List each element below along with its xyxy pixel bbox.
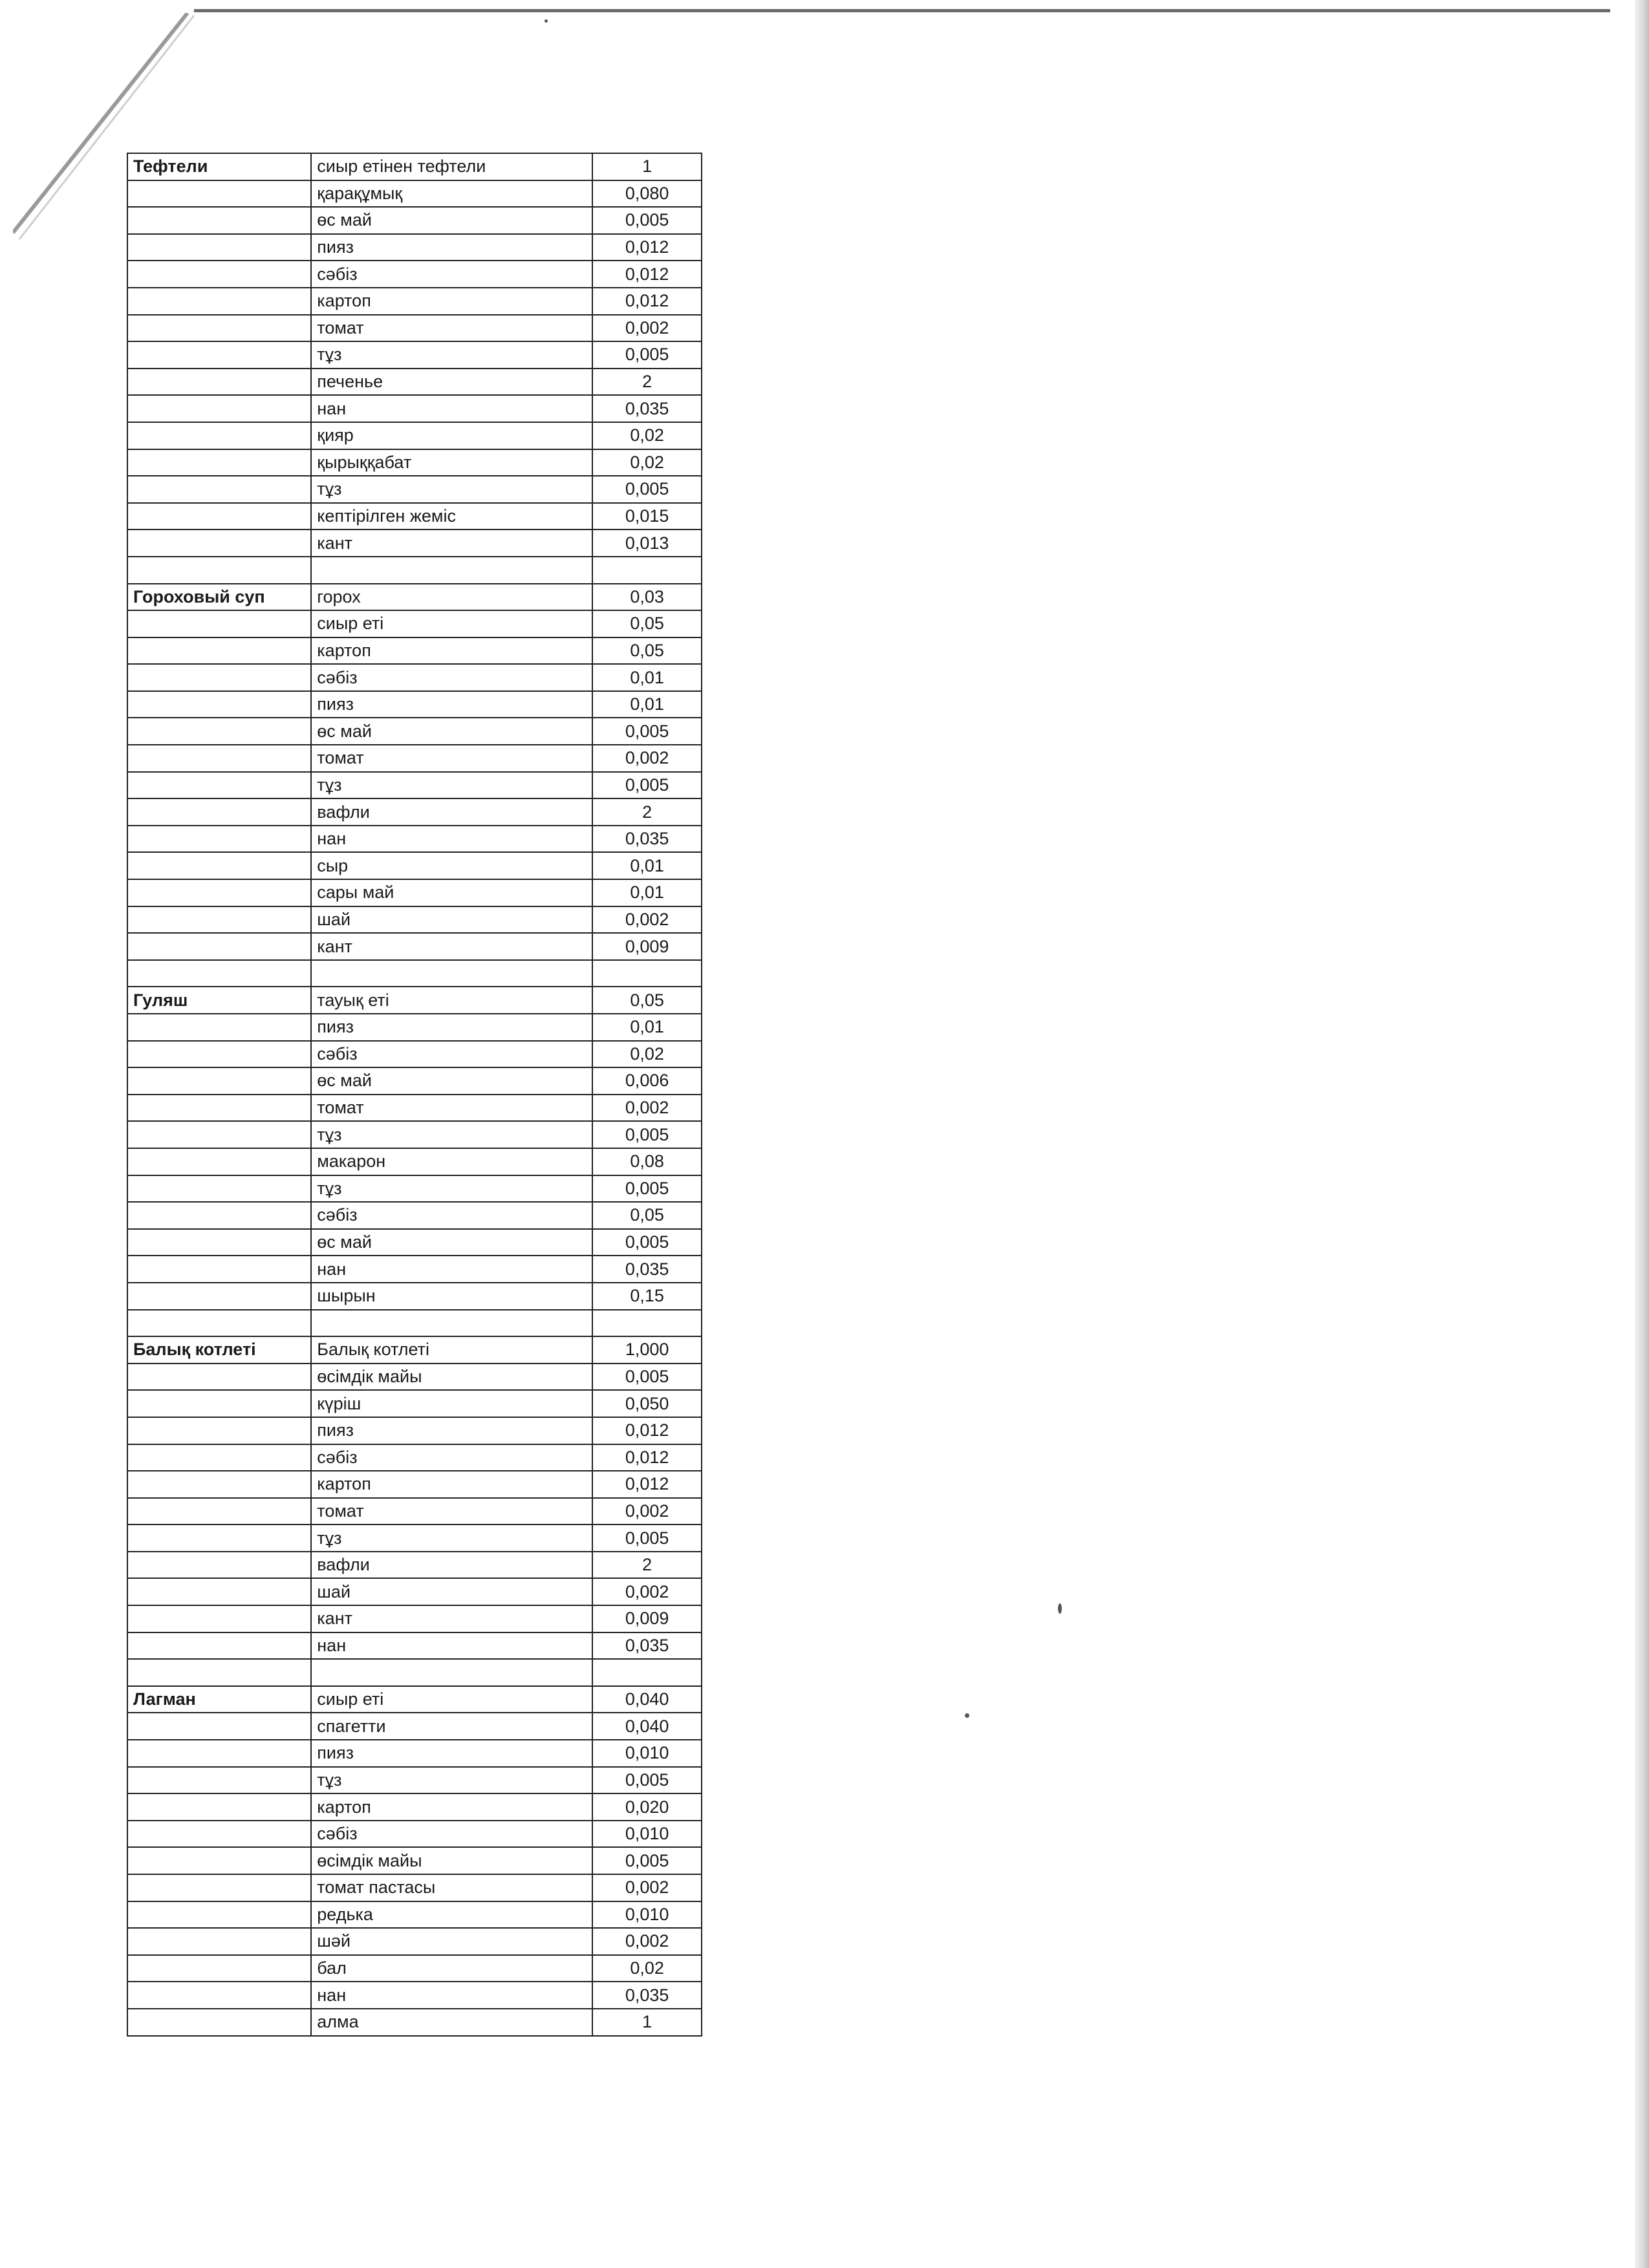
ingredient-name: алма <box>311 2009 592 2036</box>
table-row <box>127 664 702 691</box>
table-row <box>127 261 702 288</box>
table-row <box>127 1498 702 1525</box>
ingredient-quantity: 0,010 <box>592 1901 702 1929</box>
ingredient-name: томат <box>311 315 592 342</box>
ingredient-quantity: 0,035 <box>592 1982 702 2009</box>
ingredient-quantity: 0,035 <box>592 395 702 422</box>
dish-cell-empty <box>127 664 311 691</box>
dish-cell-empty <box>127 180 311 208</box>
dish-cell-empty <box>127 1202 311 1229</box>
dish-cell-empty <box>127 852 311 879</box>
table-row <box>127 879 702 906</box>
ingredient-quantity: 0,01 <box>592 879 702 906</box>
table-row <box>127 1229 702 1256</box>
ingredient-name: тауық еті <box>311 987 592 1014</box>
dish-cell-empty <box>127 691 311 718</box>
table-row <box>127 1175 702 1203</box>
ingredient-name: сиыр еті <box>311 610 592 637</box>
dish-cell-empty <box>127 1713 311 1740</box>
ingredient-name: пияз <box>311 1014 592 1041</box>
ingredient-quantity: 0,012 <box>592 234 702 261</box>
ingredient-quantity: 0,050 <box>592 1390 702 1417</box>
table-row <box>127 1821 702 1848</box>
spacer-row <box>127 1659 702 1686</box>
dish-cell-empty <box>127 1552 311 1579</box>
ingredient-name: сәбіз <box>311 1041 592 1068</box>
ingredient-name: қияр <box>311 422 592 449</box>
table-row <box>127 1364 702 1391</box>
ingredient-name: редька <box>311 1901 592 1929</box>
ingredient-name: өс май <box>311 207 592 234</box>
ingredient-quantity: 0,08 <box>592 1148 702 1175</box>
ingredient-name: томат <box>311 1095 592 1122</box>
dish-cell-empty <box>127 422 311 449</box>
ingredient-name: Балық котлеті <box>311 1336 592 1364</box>
scan-speck <box>1058 1603 1062 1614</box>
dish-cell-empty <box>127 288 311 315</box>
table-row <box>127 933 702 960</box>
dish-cell-empty <box>127 1605 311 1632</box>
ingredient-quantity: 0,002 <box>592 1874 702 1901</box>
table-row <box>127 1793 702 1821</box>
ingredient-quantity: 0,02 <box>592 1955 702 1982</box>
empty-cell <box>127 1310 311 1337</box>
table-row <box>127 1336 702 1364</box>
ingredient-name: спагетти <box>311 1713 592 1740</box>
ingredient-name: картоп <box>311 1471 592 1498</box>
dish-cell-empty <box>127 1283 311 1310</box>
ingredient-quantity: 0,01 <box>592 664 702 691</box>
ingredient-quantity: 2 <box>592 369 702 396</box>
dish-cell-empty <box>127 503 311 530</box>
spacer-row <box>127 960 702 987</box>
table-row <box>127 234 702 261</box>
ingredient-name: қырыққабат <box>311 449 592 476</box>
menu-table <box>127 153 702 2037</box>
scan-speck <box>965 1713 969 1718</box>
empty-cell <box>127 960 311 987</box>
ingredient-name: сиыр етінен тефтели <box>311 153 592 180</box>
ingredient-quantity: 0,002 <box>592 1578 702 1605</box>
dish-cell-empty <box>127 1740 311 1767</box>
table-row <box>127 1552 702 1579</box>
dish-name: Гороховый суп <box>127 584 311 611</box>
ingredient-quantity: 0,005 <box>592 1364 702 1391</box>
table-row <box>127 1390 702 1417</box>
table-row <box>127 745 702 772</box>
dish-name: Балық котлеті <box>127 1336 311 1364</box>
dish-cell-empty <box>127 1793 311 1821</box>
table-row <box>127 153 702 180</box>
dish-cell-empty <box>127 1390 311 1417</box>
menu-table-body <box>127 153 702 2036</box>
ingredient-name: печенье <box>311 369 592 396</box>
ingredient-quantity: 0,080 <box>592 180 702 208</box>
ingredient-quantity: 0,005 <box>592 1767 702 1794</box>
ingredient-name: сәбіз <box>311 1202 592 1229</box>
ingredient-quantity: 1 <box>592 153 702 180</box>
table-row <box>127 637 702 665</box>
ingredient-name: кант <box>311 933 592 960</box>
empty-cell <box>311 960 592 987</box>
dish-cell-empty <box>127 1444 311 1471</box>
dish-cell-empty <box>127 476 311 503</box>
dish-cell-empty <box>127 879 311 906</box>
ingredient-quantity: 0,005 <box>592 1121 702 1148</box>
ingredient-name: нан <box>311 395 592 422</box>
ingredient-quantity: 0,005 <box>592 207 702 234</box>
ingredient-quantity: 0,002 <box>592 1095 702 1122</box>
dish-cell-empty <box>127 1767 311 1794</box>
table-row <box>127 798 702 826</box>
ingredient-quantity: 0,002 <box>592 1928 702 1955</box>
table-row <box>127 1847 702 1874</box>
ingredient-quantity: 0,006 <box>592 1067 702 1095</box>
ingredient-name: томат пастасы <box>311 1874 592 1901</box>
ingredient-quantity: 1 <box>592 2009 702 2036</box>
dish-cell-empty <box>127 1874 311 1901</box>
table-row <box>127 180 702 208</box>
ingredient-quantity: 0,005 <box>592 1229 702 1256</box>
dish-cell-empty <box>127 1014 311 1041</box>
ingredient-name: шай <box>311 1578 592 1605</box>
table-row <box>127 503 702 530</box>
table-row <box>127 610 702 637</box>
table-row <box>127 1067 702 1095</box>
ingredient-name: пияз <box>311 1740 592 1767</box>
dish-cell-empty <box>127 1928 311 1955</box>
spacer-row <box>127 557 702 584</box>
ingredient-quantity: 0,005 <box>592 772 702 799</box>
table-row <box>127 1041 702 1068</box>
ingredient-name: горох <box>311 584 592 611</box>
ingredient-name: нан <box>311 1632 592 1660</box>
ingredient-quantity: 0,040 <box>592 1713 702 1740</box>
ingredient-name: өс май <box>311 1067 592 1095</box>
ingredient-quantity: 0,03 <box>592 584 702 611</box>
ingredient-quantity: 0,012 <box>592 1471 702 1498</box>
table-row <box>127 772 702 799</box>
ingredient-name: пияз <box>311 234 592 261</box>
ingredient-name: сәбіз <box>311 1444 592 1471</box>
empty-cell <box>592 1659 702 1686</box>
table-row <box>127 906 702 934</box>
table-row <box>127 1014 702 1041</box>
table-row <box>127 1982 702 2009</box>
ingredient-quantity: 2 <box>592 798 702 826</box>
empty-cell <box>592 557 702 584</box>
table-row <box>127 1121 702 1148</box>
empty-cell <box>127 1659 311 1686</box>
ingredient-name: бал <box>311 1955 592 1982</box>
ingredient-name: кант <box>311 530 592 557</box>
table-row <box>127 1283 702 1310</box>
ingredient-name: тұз <box>311 1175 592 1203</box>
table-row <box>127 826 702 853</box>
ingredient-quantity: 0,05 <box>592 610 702 637</box>
ingredient-quantity: 0,005 <box>592 1524 702 1552</box>
ingredient-name: шай <box>311 906 592 934</box>
ingredient-name: нан <box>311 1256 592 1283</box>
table-row <box>127 2009 702 2036</box>
table-row <box>127 1740 702 1767</box>
dish-cell-empty <box>127 1067 311 1095</box>
ingredient-quantity: 0,012 <box>592 1417 702 1444</box>
ingredient-name: тұз <box>311 476 592 503</box>
table-row <box>127 395 702 422</box>
dish-cell-empty <box>127 798 311 826</box>
ingredient-quantity: 0,005 <box>592 341 702 369</box>
dish-cell-empty <box>127 745 311 772</box>
dish-cell-empty <box>127 2009 311 2036</box>
empty-cell <box>127 557 311 584</box>
dish-cell-empty <box>127 826 311 853</box>
dish-cell-empty <box>127 261 311 288</box>
dish-cell-empty <box>127 718 311 745</box>
ingredient-quantity: 0,005 <box>592 476 702 503</box>
dish-cell-empty <box>127 234 311 261</box>
ingredient-quantity: 1,000 <box>592 1336 702 1364</box>
ingredient-name: макарон <box>311 1148 592 1175</box>
ingredient-name: өс май <box>311 1229 592 1256</box>
table-row <box>127 1444 702 1471</box>
table-row <box>127 530 702 557</box>
table-row <box>127 1713 702 1740</box>
ingredient-name: пияз <box>311 1417 592 1444</box>
ingredient-quantity: 0,002 <box>592 315 702 342</box>
ingredient-quantity: 0,005 <box>592 1847 702 1874</box>
table-row <box>127 852 702 879</box>
ingredient-quantity: 0,02 <box>592 449 702 476</box>
ingredient-quantity: 0,035 <box>592 1256 702 1283</box>
table-row <box>127 341 702 369</box>
ingredient-quantity: 0,02 <box>592 1041 702 1068</box>
table-row <box>127 1605 702 1632</box>
table-row <box>127 422 702 449</box>
ingredient-quantity: 0,009 <box>592 1605 702 1632</box>
ingredient-name: пияз <box>311 691 592 718</box>
ingredient-quantity: 0,02 <box>592 422 702 449</box>
ingredient-quantity: 0,002 <box>592 745 702 772</box>
ingredient-name: сәбіз <box>311 1821 592 1848</box>
table-row <box>127 1955 702 1982</box>
table-row <box>127 369 702 396</box>
dish-cell-empty <box>127 772 311 799</box>
table-row <box>127 1874 702 1901</box>
spacer-row <box>127 1310 702 1337</box>
ingredient-quantity: 0,035 <box>592 1632 702 1660</box>
dish-cell-empty <box>127 1524 311 1552</box>
ingredient-quantity: 0,013 <box>592 530 702 557</box>
ingredient-quantity: 0,012 <box>592 261 702 288</box>
table-row <box>127 1686 702 1713</box>
dish-cell-empty <box>127 1041 311 1068</box>
table-row <box>127 584 702 611</box>
ingredient-name: өсімдік майы <box>311 1364 592 1391</box>
ingredient-name: сыр <box>311 852 592 879</box>
dish-cell-empty <box>127 1847 311 1874</box>
dish-cell-empty <box>127 906 311 934</box>
ingredient-quantity: 0,040 <box>592 1686 702 1713</box>
ingredient-name: кант <box>311 1605 592 1632</box>
ingredient-name: томат <box>311 1498 592 1525</box>
ingredient-name: томат <box>311 745 592 772</box>
table-row <box>127 1901 702 1929</box>
ingredient-quantity: 0,01 <box>592 691 702 718</box>
ingredient-name: күріш <box>311 1390 592 1417</box>
dish-cell-empty <box>127 341 311 369</box>
empty-cell <box>592 960 702 987</box>
empty-cell <box>311 1659 592 1686</box>
table-row <box>127 1524 702 1552</box>
table-row <box>127 718 702 745</box>
ingredient-name: шәй <box>311 1928 592 1955</box>
ingredient-quantity: 0,020 <box>592 1793 702 1821</box>
ingredient-quantity: 0,010 <box>592 1740 702 1767</box>
ingredient-quantity: 0,012 <box>592 288 702 315</box>
ingredient-name: тұз <box>311 341 592 369</box>
ingredient-name: картоп <box>311 288 592 315</box>
dish-name: Гуляш <box>127 987 311 1014</box>
table-row <box>127 288 702 315</box>
dish-cell-empty <box>127 1632 311 1660</box>
table-row <box>127 1578 702 1605</box>
table-row <box>127 1767 702 1794</box>
ingredient-name: кептірілген жеміс <box>311 503 592 530</box>
ingredient-name: сары май <box>311 879 592 906</box>
ingredient-quantity: 0,015 <box>592 503 702 530</box>
table-row <box>127 1417 702 1444</box>
ingredient-quantity: 0,15 <box>592 1283 702 1310</box>
ingredient-quantity: 0,01 <box>592 852 702 879</box>
table-row <box>127 476 702 503</box>
table-row <box>127 449 702 476</box>
scan-edge-top <box>194 9 1610 12</box>
ingredient-quantity: 0,002 <box>592 906 702 934</box>
dish-cell-empty <box>127 637 311 665</box>
ingredient-name: өсімдік майы <box>311 1847 592 1874</box>
table-row <box>127 315 702 342</box>
table-row <box>127 207 702 234</box>
dish-cell-empty <box>127 1364 311 1391</box>
ingredient-quantity: 0,05 <box>592 987 702 1014</box>
table-row <box>127 691 702 718</box>
ingredient-name: вафли <box>311 798 592 826</box>
ingredient-name: тұз <box>311 1121 592 1148</box>
empty-cell <box>311 557 592 584</box>
table-row <box>127 987 702 1014</box>
dish-cell-empty <box>127 315 311 342</box>
ingredient-name: тұз <box>311 1524 592 1552</box>
ingredient-name: картоп <box>311 1793 592 1821</box>
ingredient-quantity: 0,005 <box>592 1175 702 1203</box>
scan-shadow-right <box>1635 0 1649 2268</box>
dish-cell-empty <box>127 395 311 422</box>
dish-cell-empty <box>127 1498 311 1525</box>
dish-cell-empty <box>127 207 311 234</box>
dish-cell-empty <box>127 1471 311 1498</box>
dish-cell-empty <box>127 449 311 476</box>
dish-cell-empty <box>127 530 311 557</box>
ingredient-name: сәбіз <box>311 664 592 691</box>
dish-cell-empty <box>127 1417 311 1444</box>
dish-cell-empty <box>127 610 311 637</box>
table-row <box>127 1256 702 1283</box>
dish-cell-empty <box>127 1955 311 1982</box>
dish-name: Тефтели <box>127 153 311 180</box>
ingredient-name: картоп <box>311 637 592 665</box>
ingredient-name: өс май <box>311 718 592 745</box>
ingredient-quantity: 0,009 <box>592 933 702 960</box>
ingredient-quantity: 0,010 <box>592 1821 702 1848</box>
scan-speck <box>544 19 548 23</box>
ingredient-quantity: 0,012 <box>592 1444 702 1471</box>
dish-cell-empty <box>127 933 311 960</box>
dish-name: Лагман <box>127 1686 311 1713</box>
ingredient-quantity: 0,01 <box>592 1014 702 1041</box>
table-row <box>127 1148 702 1175</box>
dish-cell-empty <box>127 1256 311 1283</box>
empty-cell <box>311 1310 592 1337</box>
table-row <box>127 1095 702 1122</box>
table-row <box>127 1202 702 1229</box>
dish-cell-empty <box>127 1121 311 1148</box>
ingredient-name: тұз <box>311 772 592 799</box>
dish-cell-empty <box>127 1982 311 2009</box>
empty-cell <box>592 1310 702 1337</box>
dish-cell-empty <box>127 1578 311 1605</box>
ingredient-name: нан <box>311 826 592 853</box>
dish-cell-empty <box>127 1229 311 1256</box>
ingredient-quantity: 0,005 <box>592 718 702 745</box>
ingredient-quantity: 0,05 <box>592 637 702 665</box>
dish-cell-empty <box>127 1095 311 1122</box>
dish-cell-empty <box>127 1175 311 1203</box>
ingredient-name: сиыр еті <box>311 1686 592 1713</box>
table-row <box>127 1471 702 1498</box>
ingredient-name: шырын <box>311 1283 592 1310</box>
ingredient-quantity: 2 <box>592 1552 702 1579</box>
dish-cell-empty <box>127 1821 311 1848</box>
ingredient-quantity: 0,05 <box>592 1202 702 1229</box>
dish-cell-empty <box>127 369 311 396</box>
table-row <box>127 1928 702 1955</box>
ingredient-name: қарақұмық <box>311 180 592 208</box>
ingredient-quantity: 0,035 <box>592 826 702 853</box>
table-row <box>127 1632 702 1660</box>
dish-cell-empty <box>127 1148 311 1175</box>
dish-cell-empty <box>127 1901 311 1929</box>
ingredient-name: нан <box>311 1982 592 2009</box>
ingredient-name: тұз <box>311 1767 592 1794</box>
ingredient-quantity: 0,002 <box>592 1498 702 1525</box>
ingredient-name: вафли <box>311 1552 592 1579</box>
ingredient-name: сәбіз <box>311 261 592 288</box>
